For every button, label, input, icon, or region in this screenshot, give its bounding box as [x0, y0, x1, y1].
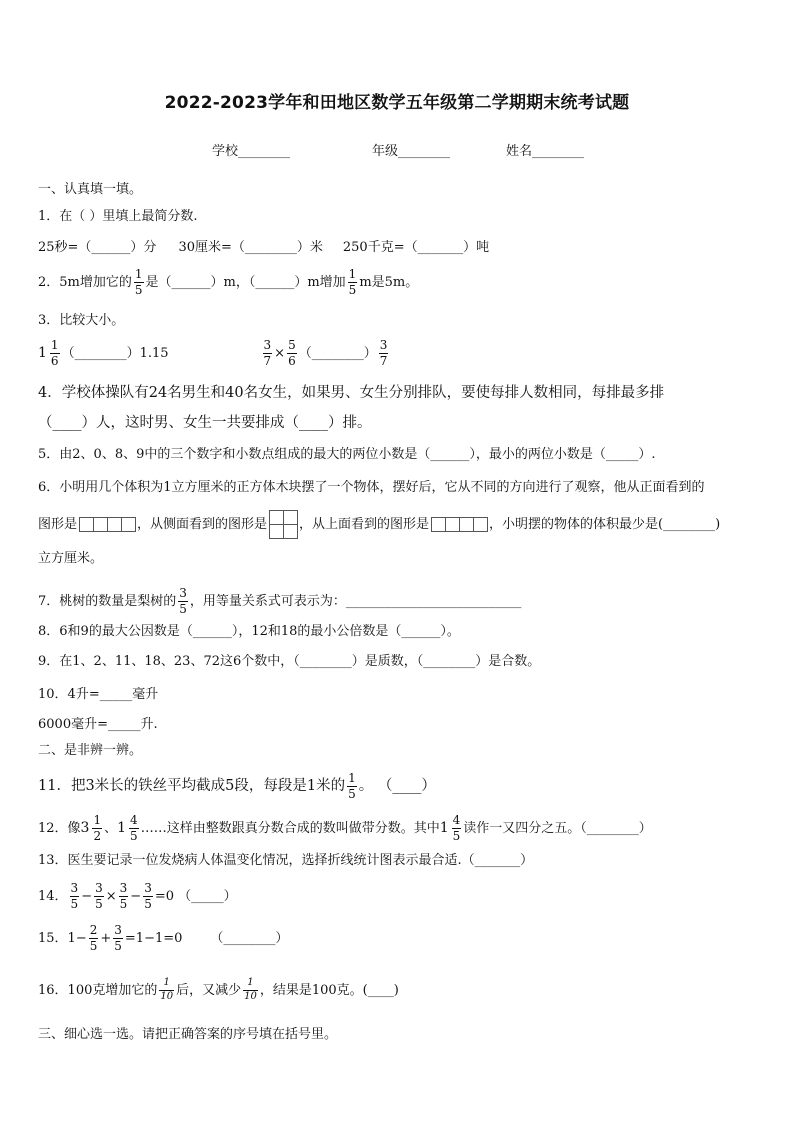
side-view-figure — [269, 510, 297, 538]
question-16 — [38, 978, 399, 1002]
fraction-denominator: 5 — [144, 896, 152, 911]
question-6-line-1: 6．小明用几个体积为1立方厘米的正方体木块摆了一个物体，摆好后，它从不同的方向进行了观察，他从正面看到的 — [38, 480, 705, 495]
question-14 — [38, 882, 237, 910]
cube-square — [269, 524, 284, 539]
question-7-text-2: ，用等量关系式可表示为：___________________________ — [189, 593, 522, 609]
fraction-denominator: 5 — [89, 938, 98, 953]
question-15 — [38, 924, 288, 952]
fraction-denominator: 5 — [70, 896, 79, 911]
section-1-heading: 一、认真填一填。 — [38, 182, 143, 197]
fraction-numerator: 1 — [93, 813, 102, 827]
minus-sign: − — [130, 888, 142, 904]
cube-square — [121, 517, 136, 532]
cube-square — [269, 510, 284, 525]
cube-square — [283, 524, 298, 539]
cube-square — [431, 517, 446, 532]
fraction — [178, 587, 188, 615]
fraction-denominator: 7 — [263, 353, 272, 368]
question-2-text-1: 2．5m增加它的 — [38, 274, 132, 290]
fraction-numerator: 3 — [114, 923, 122, 937]
question-4-line-2: （____）人，这时男、女生一共要排成（____）排。 — [38, 415, 372, 431]
question-1-stem: 1．在（ ）里填上最简分数. — [38, 209, 198, 224]
fraction — [263, 339, 273, 367]
fraction-numerator: 3 — [144, 881, 152, 895]
fraction-numerator: 1 — [134, 267, 143, 281]
question-3-item-a: （________）1.15 — [61, 345, 169, 361]
fraction — [129, 814, 139, 842]
question-9: 9．在1、2、11、18、23、72这6个数中，（________）是质数，（________）是合数。 — [38, 654, 541, 669]
question-2-text-2: 是（______）m，（______）m增加 — [145, 274, 346, 290]
fraction-denominator: 5 — [179, 601, 187, 616]
question-11-text-1: 11．把3米长的铁丝平均截成5段，每段是1米的 — [38, 777, 346, 794]
fraction-denominator: 5 — [452, 828, 461, 843]
fraction — [243, 978, 258, 1002]
question-6-text-2: ，从侧面看到的图形是 — [137, 516, 268, 532]
question-3-item-b-blank: （________） — [298, 345, 377, 361]
fraction-denominator: 2 — [93, 828, 102, 843]
question-12 — [38, 814, 652, 842]
fraction — [452, 814, 462, 842]
question-11-text-2: 。 （____） — [358, 777, 436, 794]
question-6-text-1: 图形是 — [38, 516, 78, 532]
top-view-figure — [431, 517, 487, 532]
fraction-numerator: 3 — [95, 881, 103, 895]
fraction — [348, 268, 358, 296]
fraction-numerator: 3 — [70, 881, 79, 895]
grade-field: 年级________ — [372, 144, 451, 159]
mixed-number-whole: 3 — [80, 820, 90, 837]
cube-square — [93, 517, 108, 532]
question-4-line-1: 4．学校体操队有24名男生和40名女生，如果男、女生分别排队，要使每排人数相同，每排最多排 — [38, 385, 665, 401]
question-10-b: 6000毫升=_____升. — [38, 717, 158, 732]
question-11 — [38, 772, 436, 800]
section-2-heading: 二、是非辨一辨。 — [38, 743, 143, 758]
mixed-number-whole: 1 — [117, 820, 127, 837]
fraction — [379, 339, 389, 367]
fraction — [143, 882, 153, 910]
question-3-stem: 3．比较大小。 — [38, 313, 125, 328]
question-15-label: 15．1− — [38, 930, 87, 946]
fraction-denominator: 5 — [348, 786, 356, 801]
question-1-item-b: 30厘米=（________）米 — [178, 240, 323, 255]
question-6-line-3: 立方厘米。 — [38, 551, 104, 566]
question-2 — [38, 268, 418, 296]
question-10-a: 10．4升=_____毫升 — [38, 687, 159, 702]
fraction — [113, 924, 123, 952]
fraction-denominator: 10 — [160, 990, 174, 1002]
question-12-text-2: ……这样由整数跟真分数合成的数叫做带分数。其中 — [140, 820, 440, 836]
cube-square — [473, 517, 488, 532]
plus-sign: + — [100, 930, 112, 946]
fraction-denominator: 5 — [119, 896, 128, 911]
fraction-denominator: 10 — [244, 990, 257, 1002]
fraction — [134, 268, 144, 296]
fraction-numerator: 1 — [348, 267, 357, 281]
cube-square — [79, 517, 94, 532]
cube-square — [283, 510, 298, 525]
question-6-text-3: ，从上面看到的图形是 — [299, 516, 430, 532]
fraction-numerator: 3 — [379, 338, 388, 352]
fraction-denominator: 6 — [50, 353, 59, 368]
fraction — [287, 339, 297, 367]
fraction — [94, 882, 104, 910]
fraction — [50, 339, 60, 367]
question-14-label: 14． — [38, 888, 68, 904]
cube-square — [459, 517, 474, 532]
fraction-numerator: 1 — [247, 977, 254, 988]
fraction-denominator: 6 — [288, 353, 296, 368]
fraction-numerator: 1 — [348, 771, 356, 785]
fraction-numerator: 2 — [89, 923, 98, 937]
question-1-item-a: 25秒=（______）分 — [38, 240, 157, 255]
multiply-sign: × — [274, 345, 286, 361]
question-6-line-2 — [38, 510, 720, 538]
fraction — [89, 924, 99, 952]
page-title: 2022-2023学年和田地区数学五年级第二学期期末统考试题 — [164, 93, 630, 113]
fraction-denominator: 5 — [134, 282, 143, 297]
fraction-numerator: 5 — [288, 338, 296, 352]
question-3-items — [38, 339, 390, 367]
question-13: 13．医生要记录一位发烧病人体温变化情况，选择折线统计图表示最合适.（_______） — [38, 853, 534, 868]
question-16-text-1: 16．100克增加它的 — [38, 982, 158, 998]
fraction-numerator: 3 — [119, 881, 128, 895]
fraction-numerator: 4 — [130, 813, 138, 827]
name-field: 姓名________ — [506, 144, 585, 159]
question-16-text-2: 后，又减少 — [176, 982, 242, 998]
question-1-items — [38, 241, 489, 254]
cube-square — [445, 517, 460, 532]
fraction-numerator: 1 — [163, 977, 170, 988]
question-12-text-1: 12．像 — [38, 820, 81, 836]
fraction-numerator: 3 — [263, 338, 272, 352]
fraction — [159, 978, 174, 1002]
fraction — [92, 814, 102, 842]
fraction — [347, 772, 357, 800]
question-8: 8．6和9的最大公因数是（______），12和18的最小公倍数是（______）。 — [38, 624, 460, 639]
fraction — [70, 882, 80, 910]
question-7 — [38, 587, 521, 615]
mixed-number-whole: 1 — [439, 820, 449, 837]
question-16-text-3: ，结果是100克。(____) — [259, 982, 399, 998]
cube-square — [107, 517, 122, 532]
multiply-sign: × — [105, 888, 117, 904]
minus-sign: − — [81, 888, 93, 904]
school-field: 学校________ — [212, 144, 291, 159]
fraction-numerator: 1 — [50, 338, 59, 352]
question-5: 5．由2、0、8、9中的三个数字和小数点组成的最大的两位小数是（______），最小的两位小数是（_____）. — [38, 447, 656, 462]
question-1-item-c: 250千克=（_______）吨 — [342, 240, 490, 255]
question-7-text-1: 7．桃树的数量是梨树的 — [38, 593, 177, 609]
question-2-text-3: m是5m。 — [359, 274, 419, 290]
fraction-numerator: 3 — [179, 586, 187, 600]
question-6-text-4: ，小明摆的物体的体积最少是(________) — [489, 516, 721, 532]
fraction-denominator: 5 — [114, 938, 122, 953]
question-12-text-3: 读作一又四分之五。（________） — [463, 820, 652, 836]
separator: 、 — [104, 820, 118, 836]
question-15-expression: =1−1=0 — [124, 930, 183, 946]
fraction-denominator: 7 — [379, 353, 388, 368]
fraction-denominator: 5 — [130, 828, 138, 843]
question-14-result: =0 （_____） — [154, 888, 237, 904]
mixed-number-whole: 1 — [38, 345, 47, 362]
fraction-numerator: 4 — [452, 813, 461, 827]
fraction — [119, 882, 129, 910]
section-3-heading: 三、细心选一选。请把正确答案的序号填在括号里。 — [38, 1027, 338, 1042]
question-15-answer-blank: （________） — [210, 930, 289, 946]
fraction-denominator: 5 — [348, 282, 357, 297]
front-view-figure — [79, 517, 135, 532]
fraction-denominator: 5 — [95, 896, 103, 911]
